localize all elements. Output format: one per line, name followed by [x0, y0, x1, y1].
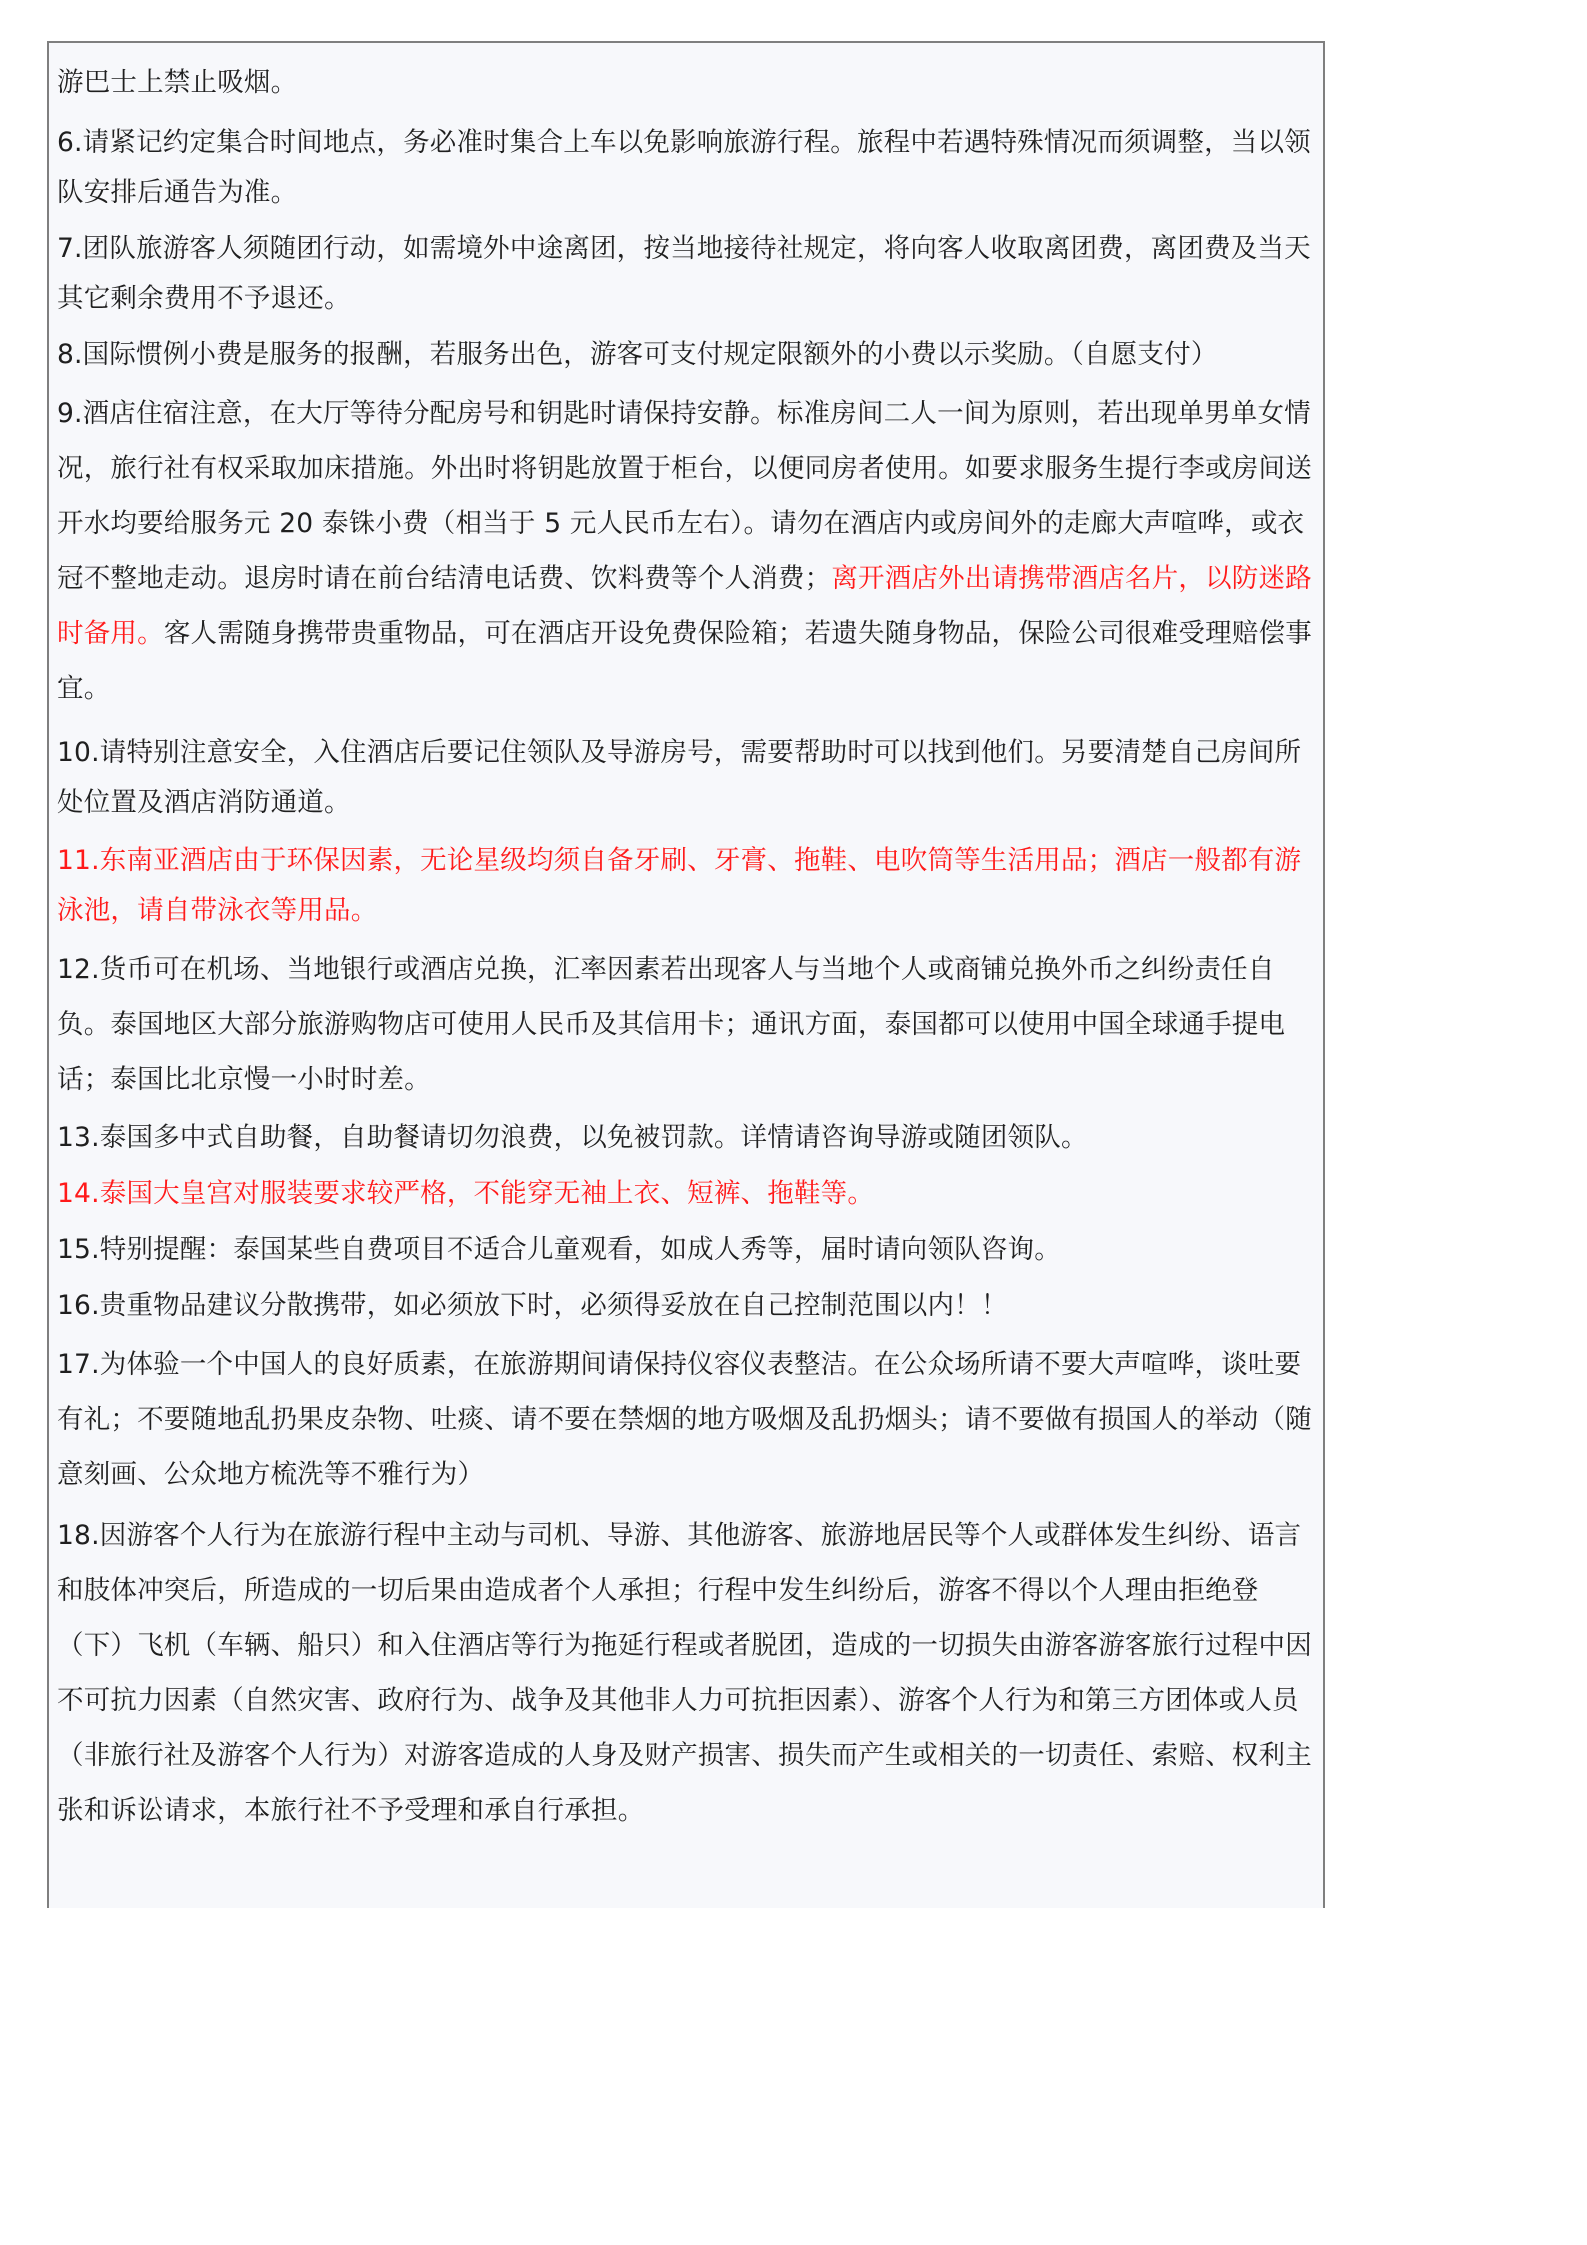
travel-notice-content: [57, 58, 1312, 1844]
notice-item-smoking: 游巴士上禁止吸烟。: [57, 67, 298, 98]
notice-item-12: 12.货币可在机场、当地银行或酒店兑换，汇率因素若出现客人与当地个人或商铺兑换外币之纠纷责任自负。泰国地区大部分旅游购物店可使用人民币及其信用卡；通讯方面，泰国都可以使用中国全球通手提电话；泰国比北京慢一小时时差。: [57, 954, 1286, 1095]
notice-item-9-tail: 客人需随身携带贵重物品，可在酒店开设免费保险箱；若遗失随身物品，保险公司很难受理赔偿事宜。: [57, 618, 1312, 704]
notice-item-9: [57, 386, 1312, 716]
notice-item-13: 13.泰国多中式自助餐，自助餐请切勿浪费，以免被罚款。详情请咨询导游或随团领队。: [57, 1122, 1088, 1153]
notice-item-18: 18.因游客个人行为在旅游行程中主动与司机、导游、其他游客、旅游地居民等个人或群体发生纠纷、语言和肢体冲突后，所造成的一切后果由造成者个人承担；行程中发生纠纷后，游客不得以个人理由拒绝登（下）飞机（车辆、船只）和入住酒店等行为拖延行程或者脱团，造成的一切损失由游客游客旅行过程中因不可抗力因素（自然灾害、政府行为、战争及其他非人力可抗拒因素）、游客个人行为和第三方团体或人员（非旅行社及游客个人行为）对游客造成的人身及财产损害、损失而产生或相关的一切责任、索赔、权利主张和诉讼请求，本旅行社不予受理和承自行承担。: [57, 1520, 1312, 1826]
notice-item-8: 8.国际惯例小费是服务的报酬，若服务出色，游客可支付规定限额外的小费以示奖励。（自愿支付）: [57, 339, 1218, 370]
notice-item-10: 10.请特别注意安全，入住酒店后要记住领队及导游房号，需要帮助时可以找到他们。另要清楚自己房间所处位置及酒店消防通道。: [57, 737, 1302, 818]
notice-item-6: 6.请紧记约定集合时间地点，务必准时集合上车以免影响旅游行程。旅程中若遇特殊情况而须调整，当以领队安排后通告为准。: [57, 127, 1311, 208]
notice-item-17: 17.为体验一个中国人的良好质素，在旅游期间请保持仪容仪表整洁。在公众场所请不要大声喧哗，谈吐要有礼；不要随地乱扔果皮杂物、吐痰、请不要在禁烟的地方吸烟及乱扔烟头；请不要做有损国人的举动（随意刻画、公众地方梳洗等不雅行为）: [57, 1349, 1312, 1490]
notice-item-9-text: 9.酒店住宿注意，在大厅等待分配房号和钥匙时请保持安静。标准房间二人一间为原则，若出现单男单女情况，旅行社有权采取加床措施。外出时将钥匙放置于柜台，以便同房者使用。如要求服务生提行李或房间送开水均要给服务元 20 泰铢小费（相当于 5 元人民币左右）。请勿在酒店内或房间外的走廊大声喧哗，或衣冠不整地走动。退房时请在前台结清电话费、饮料费等个人消费；: [57, 398, 1312, 594]
notice-item-15: 15.特别提醒：泰国某些自费项目不适合儿童观看，如成人秀等，届时请向领队咨询。: [57, 1234, 1061, 1265]
notice-item-16: 16.贵重物品建议分散携带，如必须放下时，必须得妥放在自己控制范围以内！！: [57, 1290, 1008, 1321]
notice-item-7: 7.团队旅游客人须随团行动，如需境外中途离团，按当地接待社规定，将向客人收取离团费，离团费及当天其它剩余费用不予退还。: [57, 233, 1311, 314]
notice-item-9-highlight: 离开酒店外出请携带酒店名片，以防迷路时备用。: [57, 563, 1312, 649]
notice-item-14: 14.泰国大皇宫对服装要求较严格，不能穿无袖上衣、短裤、拖鞋等。: [57, 1178, 875, 1209]
notice-item-11: 11.东南亚酒店由于环保因素，无论星级均须自备牙刷、牙膏、拖鞋、电吹筒等生活用品；酒店一般都有游泳池，请自带泳衣等用品。: [57, 845, 1302, 926]
